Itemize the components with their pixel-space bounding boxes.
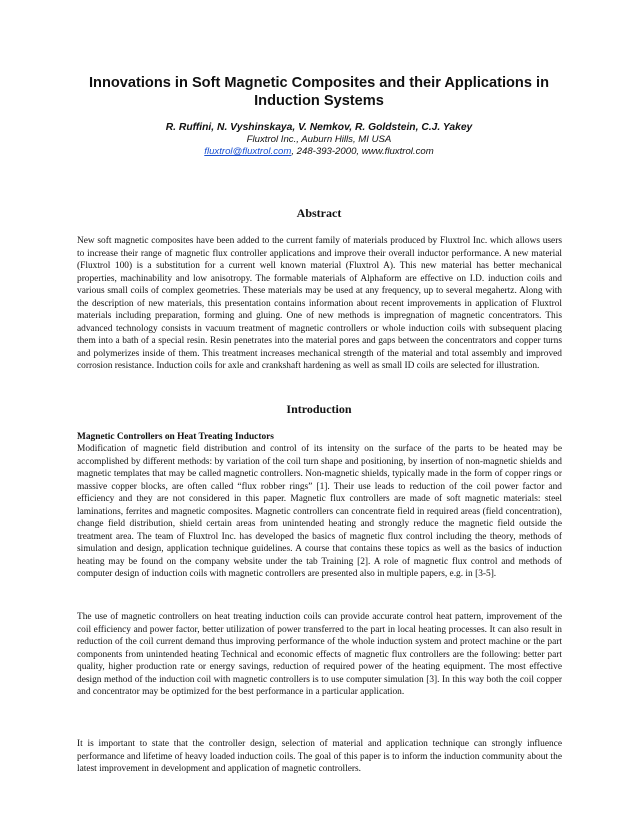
paper-title: Innovations in Soft Magnetic Composites and their Applications in Induction Systems [88, 75, 549, 109]
affiliation: Fluxtrol Inc., Auburn Hills, MI USA [246, 134, 392, 145]
contact-line [60, 146, 578, 158]
author-list: R. Ruffini, N. Vyshinskaya, V. Nemkov, R. Goldstein, C.J. Yakey [165, 122, 473, 133]
contact-details: , 248-393-2000, www.fluxtrol.com [291, 146, 434, 157]
intro-paragraph-1: Modification of magnetic field distribution and control of its intensity on the surface of the parts to be heated may be accomplished by different methods: by variation of the coil turn shape and positioning, by insertion of non-magnetic shields and magnetic templates that may be called magnetic controllers. Non-magnetic shields, typically made in the form of copper rings or massive copper blocks, are often called “flux robber rings” [1]. Their use leads to reduction of the coil power factor and efficiency and they are not considered in this paper. Magnetic flux controllers are made of soft magnetic materials: steel laminations, ferrites and magnetic composites. Magnetic controllers can concentrate field in required areas (field concentration), change field distribution, shield certain areas from unintended heating and strongly reduce the magnetic field outside the treatment area. The team of Fluxtrol Inc. has developed the basics of magnetic flux control including the theory, methods of simulation and design, application technique guidelines. A course that contains these topics as well as the basics of induction heating may be found on the company website under the tab Training [2]. A role of magnetic flux control and methods of computer design of induction coils with magnetic controllers are presented also in multiple papers, e.g. in [3-5]. [77, 444, 562, 580]
intro-paragraph-2: The use of magnetic controllers on heat treating induction coils can provide accurate control heat pattern, improvement of the coil efficiency and power factor, better utilization of power transferred to the part in local heating processes. It can also result in reduction of the coil current demand thus improving performance of the whole induction system and protect machine or the part components from unintended heating Technical and economic effects of magnetic flux controllers are the following: better part quality, higher production rate or energy savings, reduction of required power of the heating equipment. The most effective design method of the induction coil with magnetic controllers is to use computer simulation [3]. In this way both the coil copper and concentrator may be optimized for the best performance in a particular application. [77, 612, 562, 698]
email-link[interactable]: fluxtrol@fluxtrol.com [204, 146, 292, 157]
abstract-heading: Abstract [296, 206, 342, 220]
abstract-text: New soft magnetic composites have been added to the current family of materials produced by Fluxtrol Inc. which allows users to increase their range of magnetic flux controller applications and improve their overall inductor performance. A new material (Fluxtrol 100) is a substitution for a current well known material (Fluxtrol A). This new material has better mechanical properties, machinability and low anisotropy. The formable materials of Alphaform are effective on I.D. induction coils and various small coils of complex geometries. These materials may be used at any frequency, up to several megahertz. Along with the description of new materials, this presentation contains information about recent improvements in application of Fluxtrol materials including preparation, forming and gluing. One of new methods is impregnation of magnetic concentrators. This advanced technology consists in vacuum treatment of magnetic controllers or whole induction coils with subsequent placing them into a bath of a special resin. Resin penetrates into the material pores and gaps between the concentrators and copper turns and polymerizes inside of them. This treatment increases mechanical strength of the material and total assembly and improved corrosion resistance. Induction coils for axle and crankshaft hardening as well as small ID coils are selected for illustration. [77, 236, 562, 372]
intro-paragraph-3: It is important to state that the controller design, selection of material and application technique can strongly influence performance and lifetime of heavy loaded induction coils. The goal of this paper is to inform the induction community about the latest improvement in development and application of magnetic controllers. [77, 739, 562, 775]
introduction-heading: Introduction [286, 402, 352, 416]
section-subheading: Magnetic Controllers on Heat Treating Inductors [77, 432, 274, 442]
